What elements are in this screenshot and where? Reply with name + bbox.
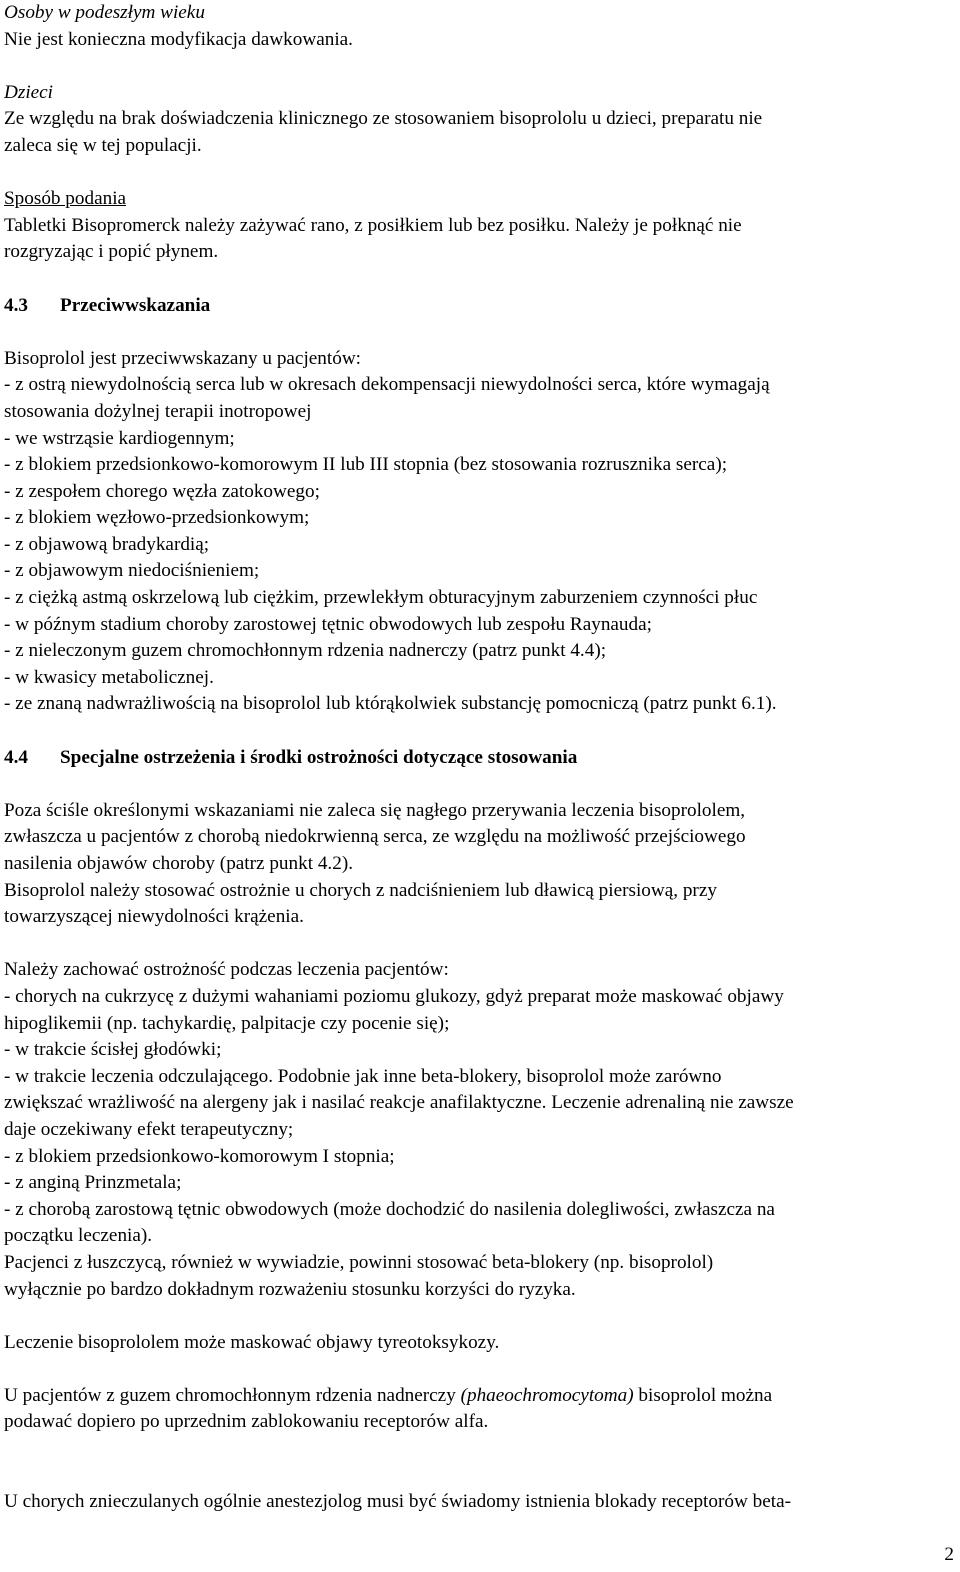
caution-line: - chorych na cukrzycę z dużymi wahaniami poziomu glukozy, gdyż preparat może maskować objawy	[4, 985, 784, 1007]
contraindication-line: - z nieleczonym guzem chromochłonnym rdzenia nadnerczy (patrz punkt 4.4);	[4, 640, 607, 662]
caution-line: - z chorobą zarostową tętnic obwodowych (może dochodzić do nasilenia dolegliwości, zwłaszcza na	[4, 1198, 775, 1220]
contraindication-line: - w późnym stadium choroby zarostowej tętnic obwodowych lub zespołu Raynauda;	[4, 613, 652, 635]
contraindication-line: - z ciężką astmą oskrzelową lub ciężkim, przewlekłym obturacyjnym zaburzeniem czynności płuc	[4, 587, 758, 609]
warning-line: Bisoprolol należy stosować ostrożnie u chorych z nadciśnieniem lub dławicą piersiową, przy	[4, 879, 717, 901]
contraindication-line: - z zespołem chorego węzła zatokowego;	[4, 480, 320, 502]
pheochromocytoma-line: podawać dopiero po uprzednim zablokowaniu receptorów alfa.	[4, 1411, 489, 1433]
warning-line: towarzyszącej niewydolności krążenia.	[4, 906, 304, 928]
children-line: Ze względu na brak doświadczenia klinicznego ze stosowaniem bisoprololu u dzieci, preparatu nie	[4, 108, 763, 130]
caution-line: - w trakcie leczenia odczulającego. Podobnie jak inne beta-blokery, bisoprolol może zarówno	[4, 1065, 722, 1087]
contraindication-line: - z objawową bradykardią;	[4, 533, 210, 555]
contraindication-line: - z blokiem węzłowo-przedsionkowym;	[4, 507, 310, 529]
caution-line: zwiększać wrażliwość na alergeny jak i nasilać reakcje anafilaktyczne. Leczenie adrenaliną nie zawsze	[4, 1092, 794, 1114]
contraindication-line: - ze znaną nadwrażliwością na bisoprolol lub którąkolwiek substancję pomocniczą (patrz punkt 6.1).	[4, 693, 777, 715]
warning-line: Poza ściśle określonymi wskazaniami nie zaleca się nagłego przerywania leczenia bisoprololem,	[4, 799, 746, 821]
section-number: 4.4	[4, 746, 28, 768]
administration-heading: Sposób podania	[4, 188, 127, 210]
contraindications-intro: Bisoprolol jest przeciwwskazany u pacjentów:	[4, 347, 362, 369]
caution-line: - z anginą Prinzmetala;	[4, 1172, 182, 1194]
section-4-4-heading	[4, 745, 956, 772]
contraindication-line: - we wstrząsie kardiogennym;	[4, 427, 235, 449]
section-4-3-heading	[4, 293, 956, 320]
text-run: U pacjentów z guzem chromochłonnym rdzenia nadnerczy	[4, 1384, 461, 1406]
caution-line: hipoglikemii (np. tachykardię, palpitacje czy pocenie się);	[4, 1012, 450, 1034]
caution-line: Należy zachować ostrożność podczas leczenia pacjentów:	[4, 959, 449, 981]
caution-line: wyłącznie po bardzo dokładnym rozważeniu stosunku korzyści do ryzyka.	[4, 1278, 576, 1300]
contraindication-line: - z blokiem przedsionkowo-komorowym II lub III stopnia (bez stosowania rozrusznika serca);	[4, 454, 728, 476]
contraindication-line: - w kwasicy metabolicznej.	[4, 666, 214, 688]
warning-line: zwłaszcza u pacjentów z chorobą niedokrwienną serca, ze względu na możliwość przejściowego	[4, 826, 746, 848]
elderly-text: Nie jest konieczna modyfikacja dawkowania.	[4, 28, 353, 50]
administration-line: Tabletki Bisopromerck należy zażywać rano, z posiłkiem lub bez posiłku. Należy je połknąć nie	[4, 214, 742, 236]
warning-line: nasilenia objawów choroby (patrz punkt 4.2).	[4, 853, 354, 874]
caution-line: - w trakcie ścisłej głodówki;	[4, 1039, 222, 1061]
section-title: Specjalne ostrzeżenia i środki ostrożności dotyczące stosowania	[60, 746, 578, 768]
caution-line: daje oczekiwany efekt terapeutyczny;	[4, 1118, 294, 1140]
text-run: bisoprolol można	[633, 1384, 773, 1406]
elderly-heading: Osoby w podeszłym wieku	[4, 2, 205, 23]
administration-line: rozgryzając i popić płynem.	[4, 241, 219, 263]
section-number: 4.3	[4, 294, 28, 316]
page-number: 2	[944, 1544, 954, 1565]
caution-line: początku leczenia).	[4, 1225, 153, 1247]
contraindication-line: stosowania dożylnej terapii inotropowej	[4, 400, 312, 422]
latin-term: (phaeochromocytoma)	[460, 1384, 634, 1406]
children-line: zaleca się w tej populacji.	[4, 134, 202, 156]
caution-line: Pacjenci z łuszczycą, również w wywiadzie, powinni stosować beta-blokery (np. bisoprolol)	[4, 1251, 714, 1273]
document-page	[4, 0, 956, 1516]
anesthesia-line: U chorych znieczulanych ogólnie anestezjolog musi być świadomy istnienia blokady receptorów beta-	[4, 1491, 791, 1513]
section-title: Przeciwwskazania	[60, 294, 211, 316]
pheochromocytoma-line	[4, 1383, 956, 1410]
contraindication-line: - z ostrą niewydolnością serca lub w okresach dekompensacji niewydolności serca, które wymagają	[4, 374, 770, 396]
caution-line: - z blokiem przedsionkowo-komorowym I stopnia;	[4, 1145, 395, 1167]
children-heading: Dzieci	[4, 81, 54, 103]
contraindication-line: - z objawowym niedociśnieniem;	[4, 560, 260, 582]
thyrotoxicosis-note: Leczenie bisoprololem może maskować objawy tyreotoksykozy.	[4, 1331, 500, 1353]
